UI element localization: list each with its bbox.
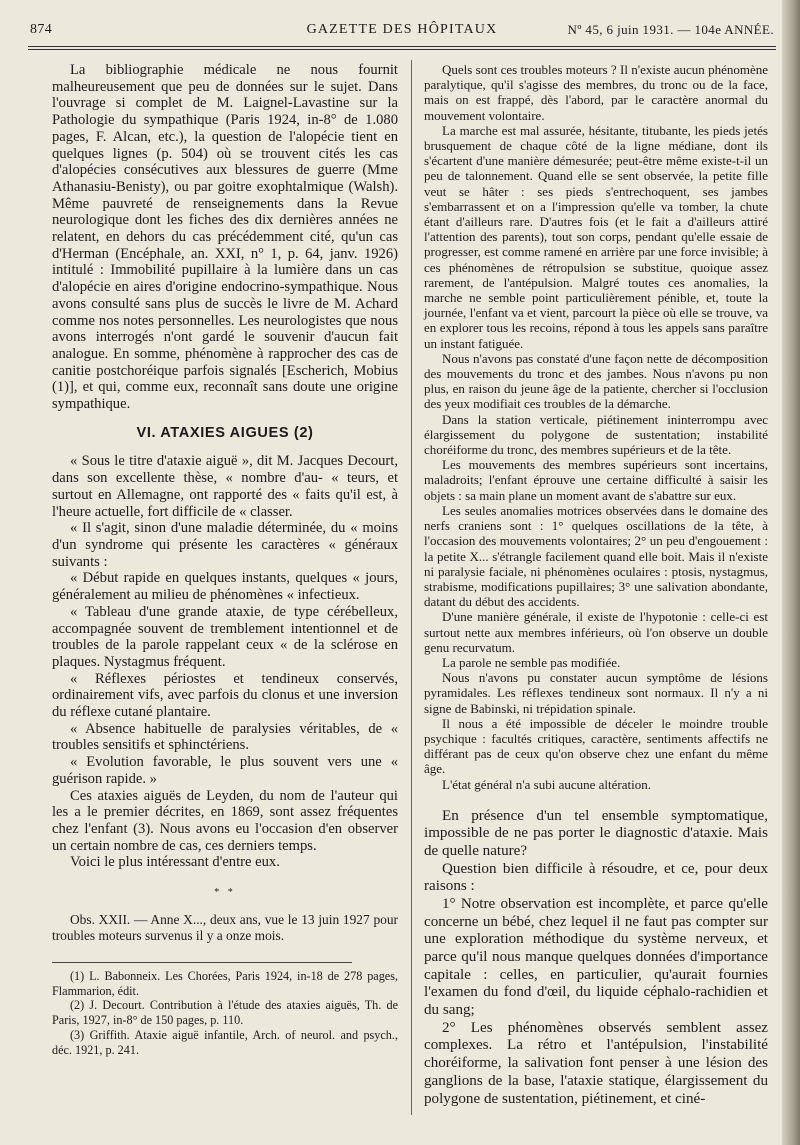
header-rule-double [28, 49, 776, 50]
quote-paragraph: « Sous le titre d'ataxie aiguë », dit M. Jacques Decourt, dans son excellente thèse, « nombre d'au- « teurs, et surtout en Allemagne, ont rapporté des « faits qu'il est, à l'heure actuelle, fort difficile de « classer. [52, 453, 398, 520]
footnote: (2) J. Decourt. Contribution à l'étude des ataxies aiguës, Th. de Paris, 1927, in-8° de 150 pages, p. 110. [52, 998, 398, 1028]
journal-title: GAZETTE DES HÔPITAUX [306, 22, 498, 37]
quote-paragraph: « Il s'agit, sinon d'une maladie déterminée, du « moins d'un syndrome qui présente les caractères « généraux suivants : [52, 520, 398, 570]
paragraph: Question bien difficile à résoudre, et ce, pour deux raisons : [424, 860, 768, 895]
paragraph: L'état général n'a subi aucune altération. [442, 776, 651, 792]
paragraph: 1° Notre observation est incomplète, et parce qu'elle concerne un bébé, chez lequel il ne faut pas compter sur une exploration méthodique du système nerveux, et parce qu'il nous manque quelques données d'importance capitale : celles, en particulier, qu'aurait fournies l'examen du fond d'œil, du liquide céphalo-rachidien et du sang; [424, 896, 768, 1019]
quote-paragraph: « Absence habituelle de paralysies véritables, de « troubles sensitifs et sphinctériens. [52, 720, 398, 754]
page-number: 874 [30, 22, 53, 37]
header-rule [28, 46, 776, 47]
quote-paragraph: « Tableau d'une grande ataxie, de type cérébelleux, accompagnée souvent de tremblement intentionnel et de troubles de la parole rappelant ceux « de la sclérose en plaques. Nystagmus fréquent. [52, 603, 398, 670]
paragraph: En présence d'un tel ensemble symptomatique, impossible de ne pas porter le diagnostic d'ataxie. Mais de quelle nature? [424, 807, 768, 860]
right-column [424, 62, 768, 1108]
paragraph: Ces ataxies aiguës de Leyden, du nom de l'auteur qui les a le premier décrites, en 1869, sont assez fréquentes chez l'enfant (3). Nous avons eu l'occasion d'en observer un certain nombre de cas, ces derniers temps. [52, 787, 398, 854]
paragraph: D'une manière générale, il existe de l'hypotonie : celle-ci est surtout nette aux membres inférieurs, où l'on observe un double genu recurvatum. [424, 609, 768, 655]
quote-paragraph: « Réflexes périostes et tendineux conservés, ordinairement vifs, avec parfois du clonus et une inversion du réflexe cutané plantaire. [52, 670, 398, 721]
paragraph: Quels sont ces troubles moteurs ? Il n'existe aucun phénomène paralytique, qu'il s'agisse des membres, du tronc ou de la face, mais on est frappé, dès l'abord, par le caractère anormal du mouvement volontaire. [424, 62, 768, 123]
footnote-rule [52, 962, 352, 963]
paragraph: La marche est mal assurée, hésitante, titubante, les pieds jetés brusquement de chaque côté de la ligne médiane, dont ils s'écartent d'une manière démesurée; peut-être même existe-t-il un peu de talonnement. Quand elle se sent observée, la petite fille veut se hâter : ses pieds s'entrechoquent, ses jambes s'embarrassent et on a l'impression qu'elle va tomber, la chute étant d'ailleurs rare. D'autres fois (et le fait a d'ailleurs attiré l'attention des parents), tout son corps, pendant qu'elle essaie de progresser, est comme ramené en arrière par une force invisible; à ces phénomènes de rétropulsion se substitue, quoique assez rarement, de l'antépulsion. Malgré toutes ces anomalies, la marche ne semble point particulièrement pénible, et, toute la journée, l'enfant va et vient, parcourt la pièce où elle se trouve, va en explorer tous les recoins, répond à tous les appels sans paraître un instant fatiguée. [424, 122, 768, 351]
paragraph: 2° Les phénomènes observés semblent assez complexes. La rétro et l'antépulsion, l'instabilité choréiforme, la salivation font penser à une lésion des ganglions de la base, l'ataxie statique, élargissement du polygone de sustentation, piétinement, et ciné- [424, 1019, 768, 1107]
column-divider [411, 60, 412, 1115]
section-ornament: * * [214, 887, 236, 899]
observation-heading: Obs. XXII. — Anne X..., deux ans, vue le 13 juin 1927 pour troubles moteurs survenus il y a onze mois. [52, 911, 398, 943]
paragraph: Il nous a été impossible de déceler le moindre trouble psychique : facultés critiques, caractère, sentiments affectifs ne différant pas de ceux qu'on observe chez une enfant du même âge. [424, 715, 768, 777]
paragraph: Nous n'avons pu constater aucun symptôme de lésions pyramidales. Les réflexes tendineux sont normaux. Il n'y a ni signe de Babinski, ni trépidation spinale. [424, 670, 768, 716]
paragraph: Dans la station verticale, piétinement ininterrompu avec élargissement du polygone de sustentation; instabilité choréiforme du tronc, des membres supérieurs et de la tête. [424, 411, 768, 458]
paragraph: La parole ne semble pas modifiée. [442, 654, 621, 670]
left-column [52, 62, 398, 1058]
running-header [30, 22, 774, 46]
issue-info: Nº 45, 6 juin 1931. — 104e ANNÉE. [567, 22, 774, 37]
paragraph: Les mouvements des membres supérieurs sont incertains, maladroits; l'enfant éprouve une certaine difficulté à saisir les objets : sa main plane un moment avant de s'abattre sur eux. [424, 457, 768, 503]
discussion-block [424, 808, 768, 1108]
paragraph: La bibliographie médicale ne nous fournit malheureusement que peu de données sur le sujet. Dans l'ouvrage si complet de M. Laignel-Lavastine sur la Pathologie du sympathique (Paris 1924, in-8° de 1.080 pages, F. Alcan, etc.), la question de l'alopécie tient en quelques lignes (p. 504) où se trouvent cités les cas d'alopécies consécutives aux blessures de guerre (Mme Athanasiu-Benisty), ou par goitre exophtalmique (Walsh). Même pauvreté de renseignements dans la Revue neurologique dont les fiches des dix dernières années ne relatent, en dehors du cas précédemment cité, qu'un cas d'Herman (Encéphale, an. XXI, n° 1, p. 64, janv. 1926) intitulé : Immobilité pupillaire à la lumière dans un cas d'alopécie en aires d'origine endocrino-sympathique. Nous avons consulté sans plus de succès le livre de M. Achard comme nos notes personnelles. Les neurologistes que nous avons interrogés n'ont gardé le souvenir d'aucun fait analogue. En somme, phénomène à rapprocher des cas de canitie postchoréique parfois signalés [Escherich, Mobius (1)], et qui, comme eux, reconnaît sans doute une origine sympathique. [52, 62, 398, 413]
quote-paragraph: « Début rapide en quelques instants, quelques « jours, généralement au milieu de phénomènes « infectieux. [52, 570, 398, 604]
paragraph: Les seules anomalies motrices observées dans le domaine des nerfs craniens sont : 1° quelques oscillations de la tête, à l'occasion des mouvements volontaires; 2° un peu d'engouement : la petite X... s'étrangle facilement quand elle boit. Mais il n'existe ni paralysie faciale, ni phénomènes oculaires : ptosis, nystagmus, strabisme, modifications pupillaires; 3° une salivation abondante, datant du début des accidents. [424, 502, 768, 610]
paragraph: Nous n'avons pas constaté d'une façon nette de décomposition des mouvements du tronc et des jambes. Nous n'avons pu non plus, en raison du jeune âge de la patiente, chercher si l'occlusion des yeux modifiait ces troubles de la démarche. [424, 350, 768, 412]
footnote: (1) L. Babonneix. Les Chorées, Paris 1924, in-18 de 278 pages, Flammarion, édit. [52, 968, 398, 998]
paragraph: Voici le plus intéressant d'entre eux. [70, 854, 280, 871]
quote-paragraph: « Evolution favorable, le plus souvent vers une « guérison rapide. » [52, 754, 398, 787]
section-heading: VI. ATAXIES AIGUES (2) [136, 424, 314, 441]
footnote: (3) Griffith. Ataxie aiguë infantile, Arch. of neurol. and psych., déc. 1921, p. 241. [52, 1027, 398, 1057]
page-edge-shadow [782, 0, 800, 1145]
